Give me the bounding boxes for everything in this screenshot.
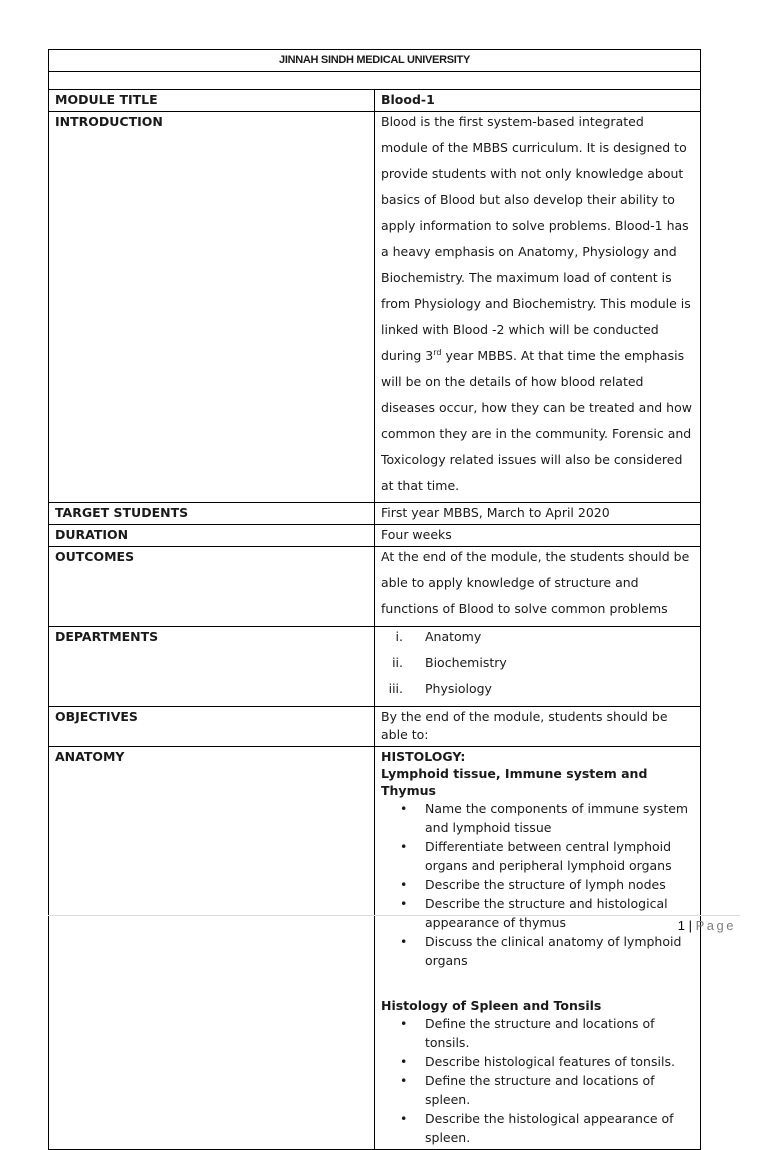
target-students-value: First year MBBS, March to April 2020 xyxy=(375,503,701,525)
list-item: ii. Biochemistry xyxy=(392,655,507,670)
list-item: • Describe histological features of tonsils. xyxy=(400,1054,675,1069)
ordinal-suffix: rd xyxy=(433,347,442,357)
row-introduction xyxy=(49,112,701,503)
introduction-text xyxy=(381,109,694,499)
lymphoid-objectives-list xyxy=(381,799,694,970)
anatomy-label: ANATOMY xyxy=(49,747,375,1150)
list-item: iii. Physiology xyxy=(388,681,492,696)
list-item: • Describe the structure of lymph nodes xyxy=(400,877,666,892)
outcomes-value: At the end of the module, the students should be able to apply knowledge of structure and functions of Blood to solve common problems xyxy=(381,549,690,616)
row-target-students xyxy=(49,503,701,525)
footer-divider xyxy=(48,915,740,916)
page-separator: | xyxy=(688,918,692,933)
introduction-text-part1: Blood is the first system-based integrated module of the MBBS curriculum. It is designed to provide students with not only knowledge about basics of Blood but also develop their ability to apply information to solve problems. Blood-1 has a heavy emphasis on Anatomy, Physiology and Biochemistry. The maximum load of content is from Physiology and Biochemistry. This module is linked with Blood -2 which will be conducted during 3 xyxy=(381,114,691,363)
row-departments xyxy=(49,627,701,707)
list-item: • Discuss the clinical anatomy of lymphoid organs xyxy=(400,934,682,968)
row-anatomy xyxy=(49,747,701,1150)
introduction-label: INTRODUCTION xyxy=(49,112,375,503)
section-title-spleen: Histology of Spleen and Tonsils xyxy=(381,998,602,1013)
departments-cell xyxy=(375,627,701,707)
histology-heading: HISTOLOGY: xyxy=(381,749,466,764)
list-item: • Describe the histological appearance of spleen. xyxy=(400,1111,674,1145)
module-title-value: Blood-1 xyxy=(375,90,701,112)
curriculum-table xyxy=(48,49,701,1150)
module-title-label: MODULE TITLE xyxy=(49,90,375,112)
departments-label: DEPARTMENTS xyxy=(49,627,375,707)
section-title-lymphoid: Lymphoid tissue, Immune system and Thymus xyxy=(381,766,648,798)
target-students-label: TARGET STUDENTS xyxy=(49,503,375,525)
anatomy-cell xyxy=(375,747,701,1150)
objectives-label: OBJECTIVES xyxy=(49,707,375,747)
page-number: 1 xyxy=(677,918,685,933)
list-item: • Name the components of immune system and lymphoid tissue xyxy=(400,801,689,835)
row-outcomes xyxy=(49,547,701,627)
spleen-objectives-list xyxy=(381,1014,694,1147)
list-item: i. Anatomy xyxy=(395,629,482,644)
outcomes-label: OUTCOMES xyxy=(49,547,375,627)
introduction-cell xyxy=(375,112,701,503)
duration-value: Four weeks xyxy=(375,525,701,547)
list-item: • Differentiate between central lymphoid organs and peripheral lymphoid organs xyxy=(400,839,672,873)
list-item: • Describe the structure and histological appearance of thymus xyxy=(400,896,668,930)
row-objectives xyxy=(49,707,701,747)
outcomes-cell xyxy=(375,547,701,627)
page-word: Page xyxy=(695,918,736,933)
list-item: • Define the structure and locations of tonsils. xyxy=(400,1016,655,1050)
university-title: JINNAH SINDH MEDICAL UNIVERSITY xyxy=(49,50,701,72)
introduction-text-part2: year MBBS. At that time the emphasis will be on the details of how blood related diseases occur, how they can be treated and how common they are in the community. Forensic and Toxicology related issues will also be considered at that time. xyxy=(381,348,692,493)
objectives-value: By the end of the module, students should be able to: xyxy=(375,707,701,747)
departments-list xyxy=(381,624,694,702)
duration-label: DURATION xyxy=(49,525,375,547)
blank-row xyxy=(49,72,701,90)
list-item: • Define the structure and locations of spleen. xyxy=(400,1073,655,1107)
page-footer xyxy=(678,918,736,933)
